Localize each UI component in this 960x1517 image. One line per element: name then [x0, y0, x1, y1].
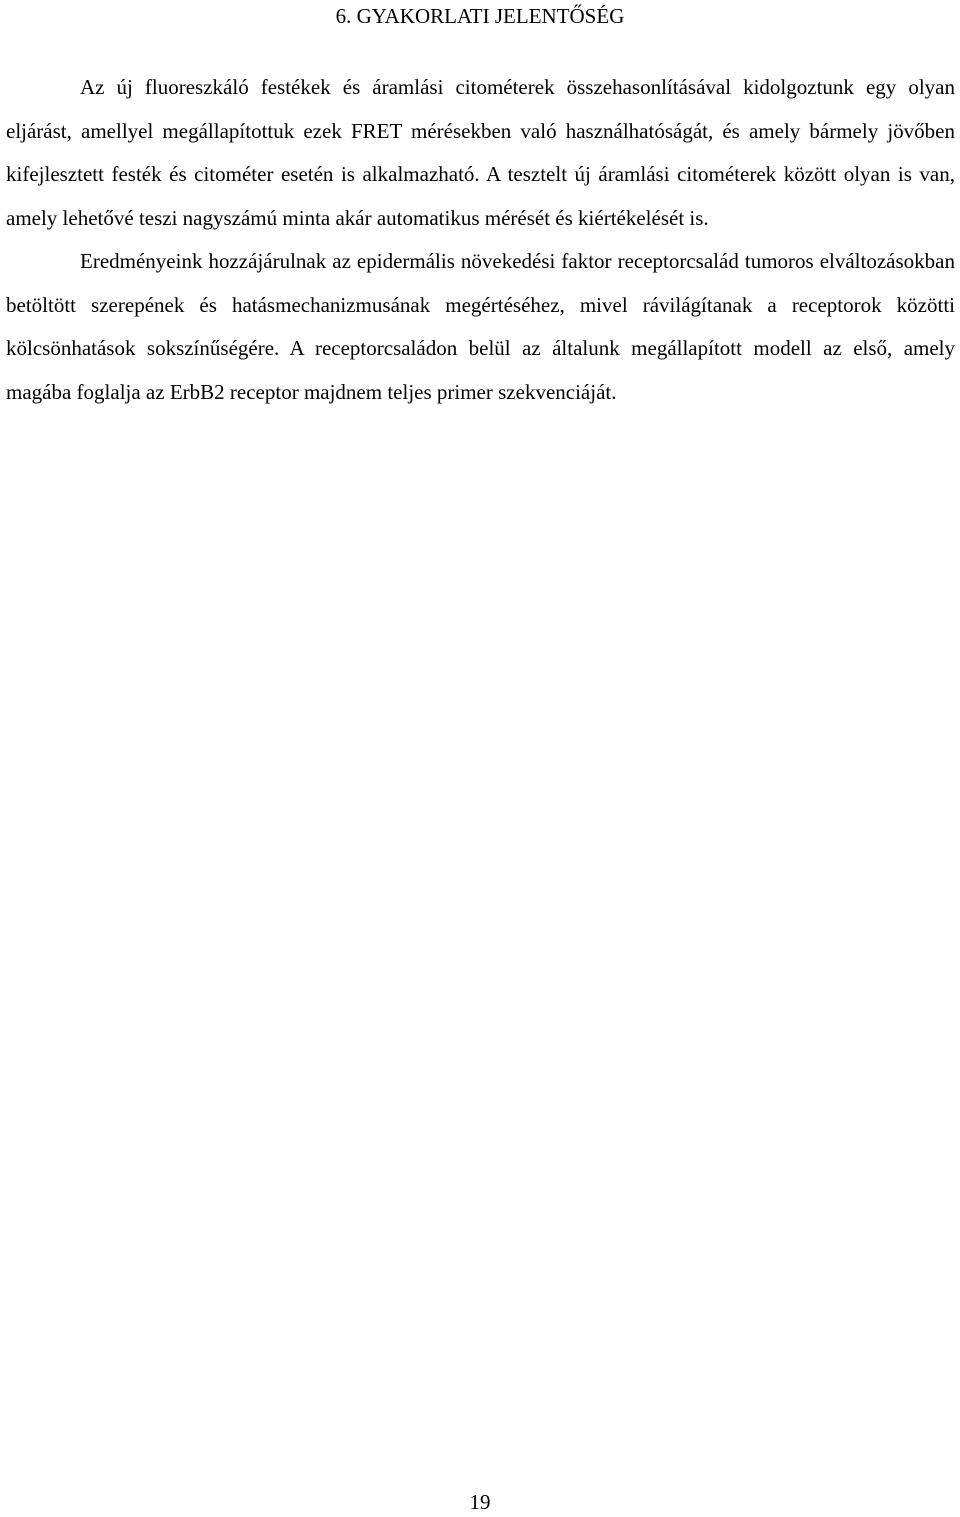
paragraph-methods: Az új fluoreszkáló festékek és áramlási citométerek összehasonlításával kidolgoztunk egy olyan eljárást, amellyel megállapítottuk ezek FRET mérésekben való használhatóságát, és amely bármely jövőben kifejlesztett festék és citométer esetén is alkalmazható. A tesztelt új áramlási citométerek között olyan is van, amely lehetővé teszi nagyszámú minta akár automatikus mérését és kiértékelését is.	[6, 75, 955, 230]
paragraph-results: Eredményeink hozzájárulnak az epidermális növekedési faktor receptorcsalád tumoros elváltozásokban betöltött szerepének és hatásmechanizmusának megértéséhez, mivel rávilágítanak a receptorok közötti kölcsönhatások sokszínűségére. A receptorcsaládon belül az általunk megállapított modell az első, amely magába foglalja az ErbB2 receptor majdnem teljes primer szekvenciáját.	[6, 249, 955, 404]
page-number: 19	[469, 1490, 491, 1514]
section-heading: 6. GYAKORLATI JELENTŐSÉG	[335, 4, 625, 28]
body-text	[6, 66, 955, 414]
